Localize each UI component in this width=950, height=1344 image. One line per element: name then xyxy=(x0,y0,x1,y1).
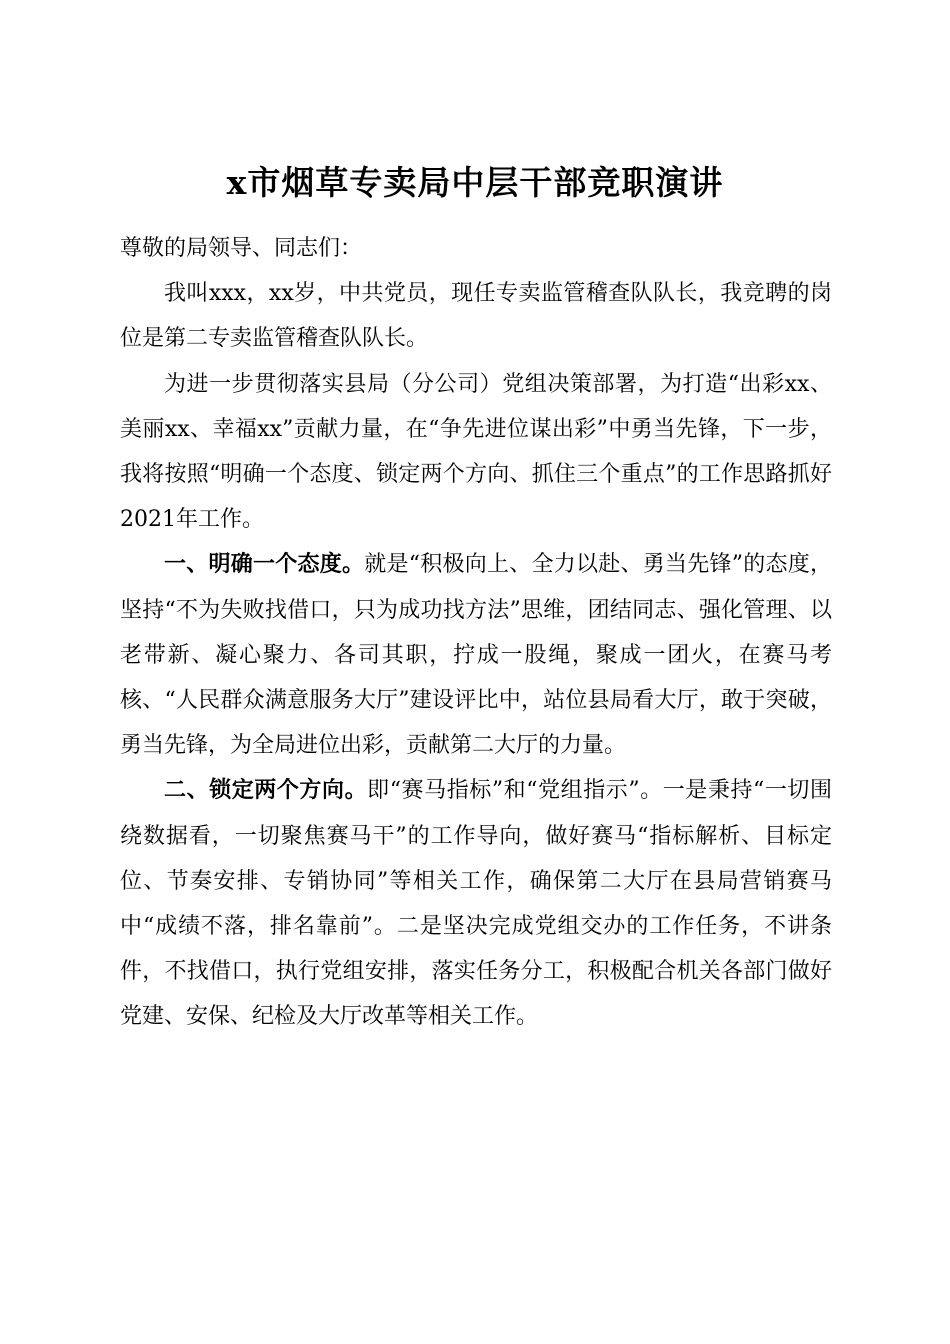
document-title: x市烟草专卖局中层干部竞职演讲 xyxy=(226,163,724,203)
document-body xyxy=(120,226,832,1040)
section-2-text: 即“赛马指标”和“党组指示”。一是秉持“一切围绕数据看，一切聚焦赛马干”的工作导向，做好赛马“指标解析、目标定位、节奏安排、专销协同”等相关工作，确保第二大厅在县局营销赛马中“成绩不落，排名靠前”。二是坚决完成党组交办的工作任务，不讲条件，不找借口，执行党组安排，落实任务分工，积极配合机关各部门做好党建、安保、纪检及大厅改革等相关工作。 xyxy=(120,778,832,1030)
section-2-paragraph xyxy=(120,768,832,1039)
section-1-paragraph xyxy=(120,542,832,768)
intro-paragraph: 我叫xxx，xx岁，中共党员，现任专卖监管稽查队队长，我竞聘的岗位是第二专卖监管稽查队队长。 xyxy=(120,281,832,352)
section-1-text: 就是“积极向上、全力以赴、勇当先锋”的态度，坚持“不为失败找借口，只为成功找方法”思维，团结同志、强化管理、以老带新、凝心聚力、各司其职，拧成一股绳，聚成一团火，在赛马考核、“人民群众满意服务大厅”建设评比中，站位县局看大厅，敢于突破，勇当先锋，为全局进位出彩，贡献第二大厅的力量。 xyxy=(120,552,832,759)
section-2-heading: 二、锁定两个方向。 xyxy=(164,778,368,804)
purpose-paragraph: 为进一步贯彻落实县局（分公司）党组决策部署，为打造“出彩xx、美丽xx、幸福xx”贡献力量，在“争先进位谋出彩”中勇当先锋，下一步，我将按照“明确一个态度、锁定两个方向、抓住三个重点”的工作思路抓好2021年工作。 xyxy=(120,371,832,533)
section-1-heading: 一、明确一个态度。 xyxy=(164,552,365,578)
greeting-paragraph: 尊敬的局领导、同志们： xyxy=(120,236,363,261)
